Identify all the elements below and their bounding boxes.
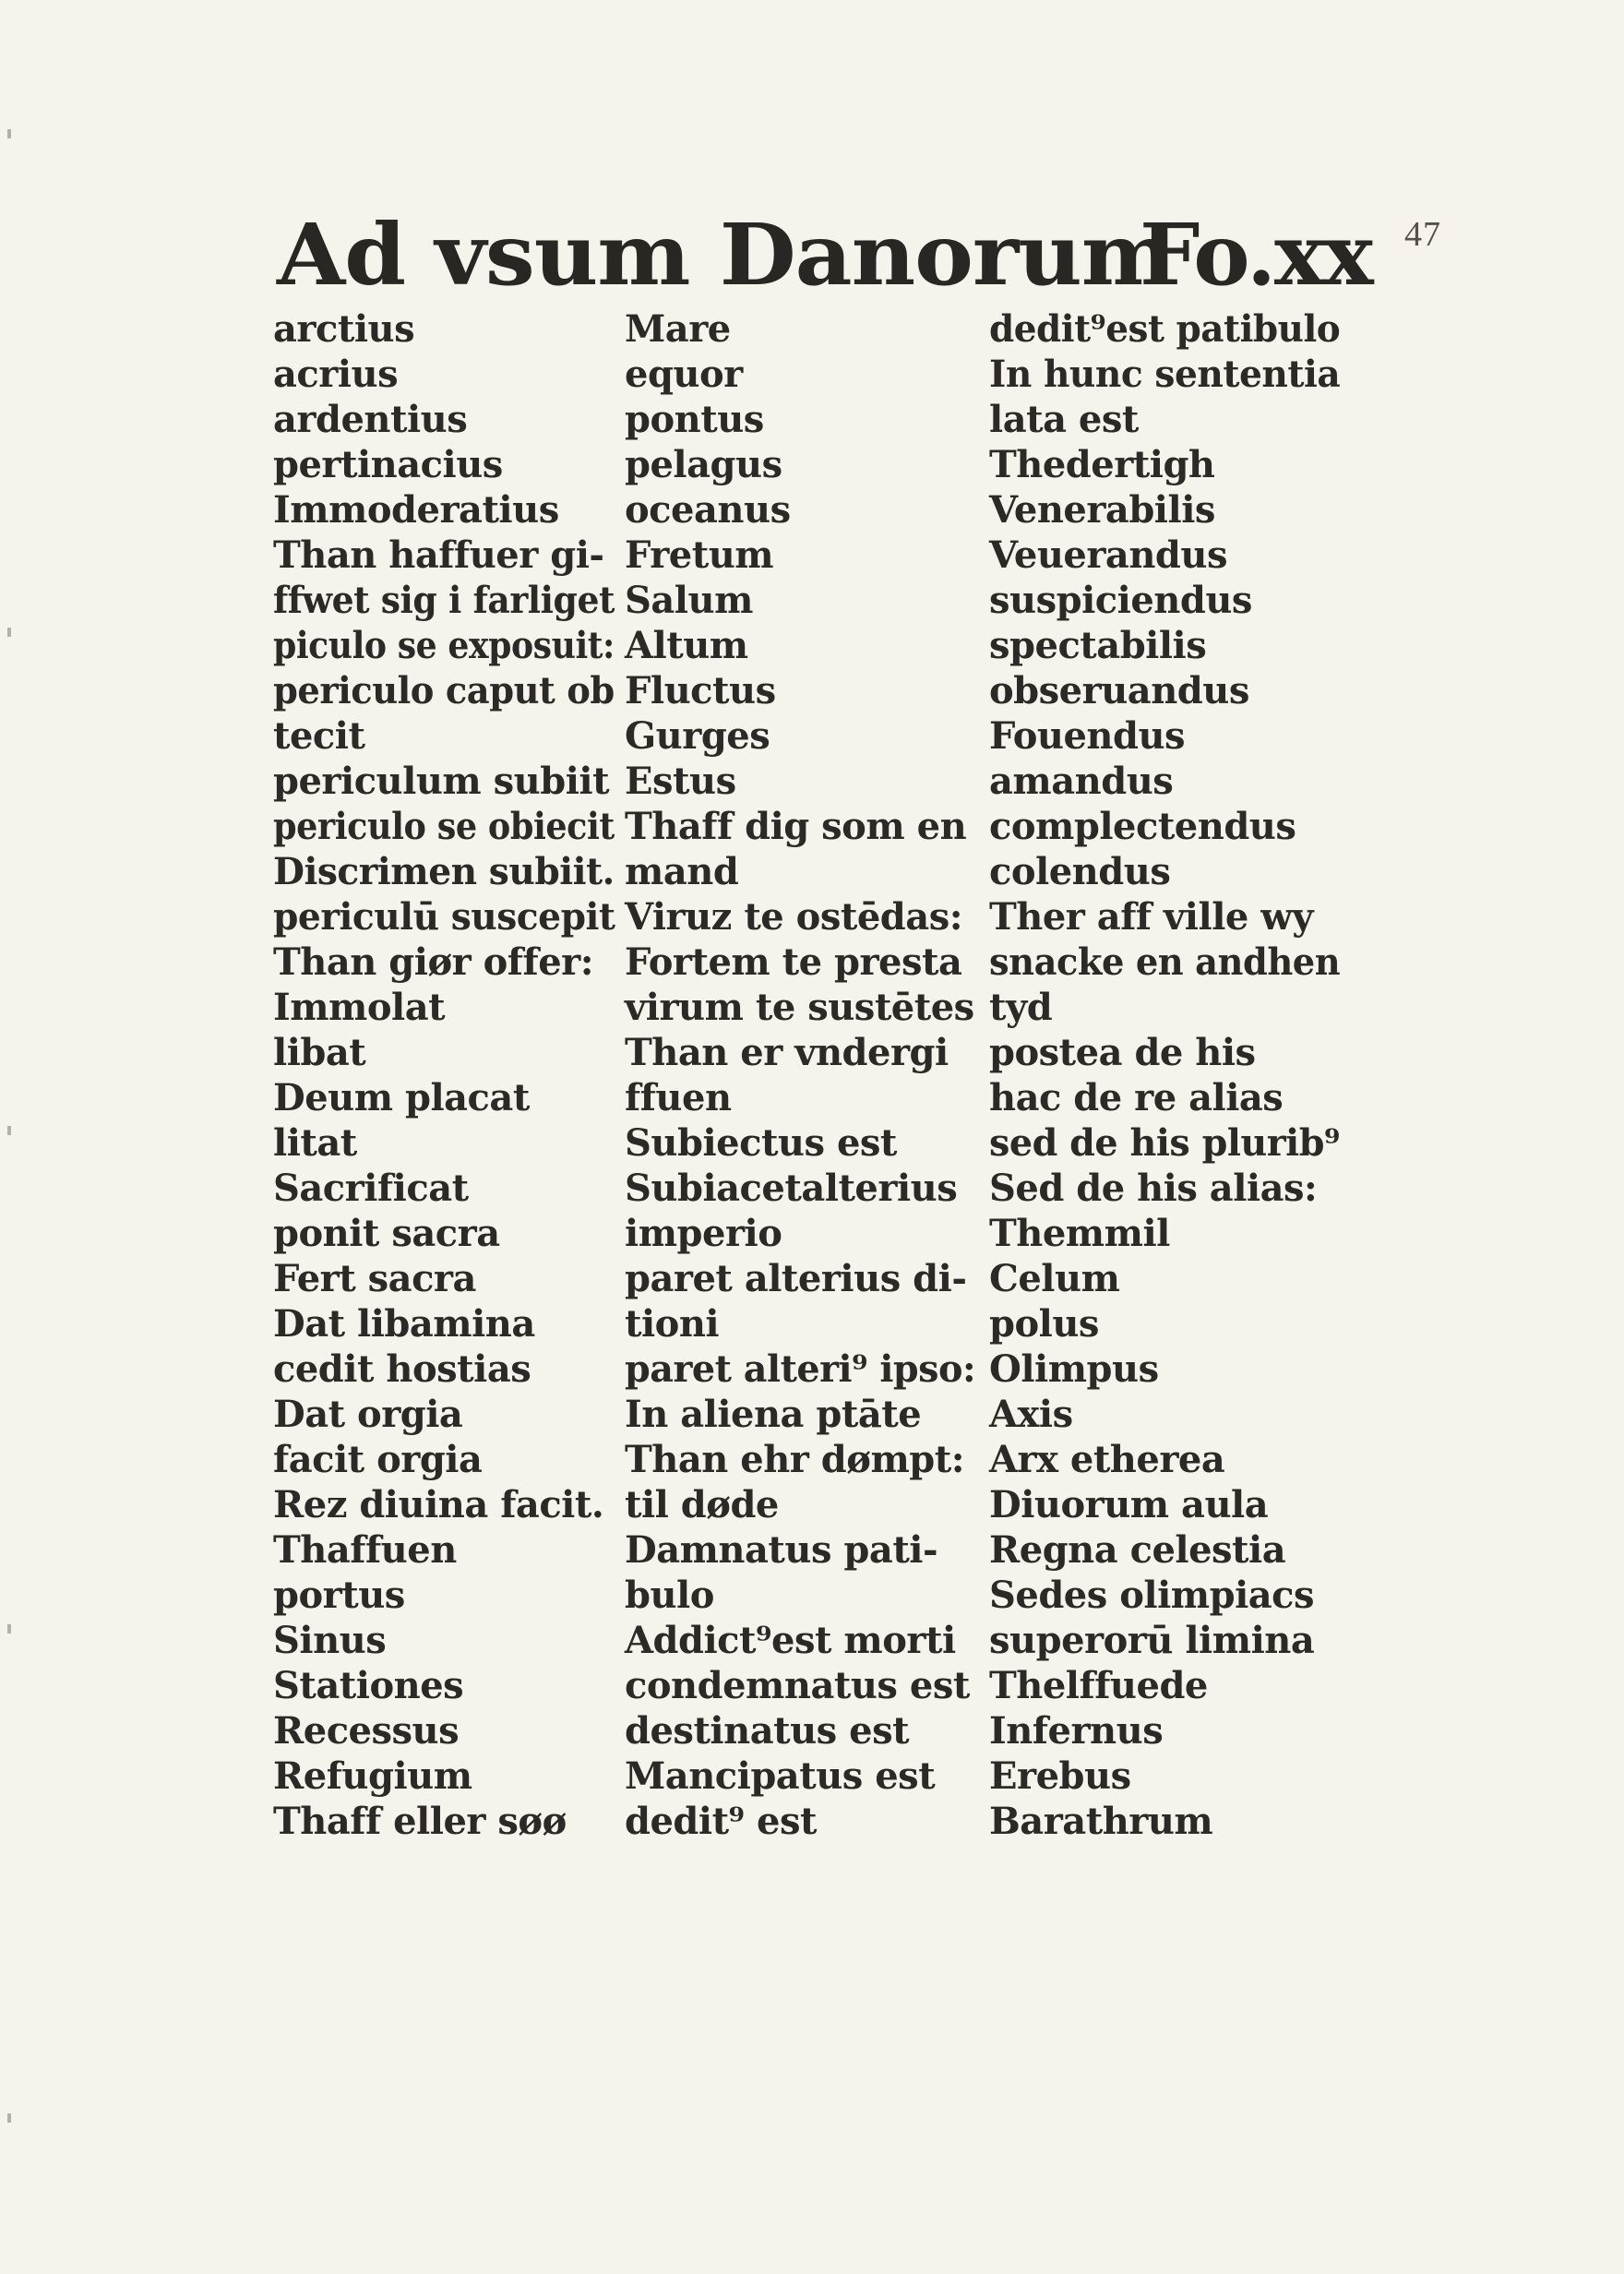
text-line: acrius bbox=[273, 353, 399, 396]
text-line: Than giør offer: bbox=[273, 940, 593, 984]
text-line: Gurges bbox=[625, 714, 770, 758]
text-line: In aliena ptāte bbox=[625, 1393, 922, 1436]
text-line: Damnatus pati- bbox=[625, 1528, 938, 1572]
text-line: Salum bbox=[625, 579, 753, 622]
text-line: Viruz te ostēdas: bbox=[625, 895, 962, 939]
text-line: In hunc sententia bbox=[989, 353, 1341, 396]
text-line: tyd bbox=[989, 986, 1053, 1029]
text-line: snacke en andhen bbox=[989, 940, 1341, 984]
text-line: Veuerandus bbox=[989, 533, 1227, 577]
text-line: Stationes bbox=[273, 1664, 464, 1707]
text-line: tecit bbox=[273, 714, 365, 758]
header-title: Ad vsum Danorum bbox=[277, 205, 1174, 305]
text-line: Sinus bbox=[273, 1619, 387, 1662]
margin-stitch-mark bbox=[7, 628, 11, 637]
text-column-3 bbox=[989, 306, 1355, 1844]
text-column-1 bbox=[273, 306, 651, 1844]
text-line: libat bbox=[273, 1031, 366, 1074]
text-line: Themmil bbox=[989, 1212, 1170, 1255]
text-line: superorū limina bbox=[989, 1619, 1315, 1662]
text-line: Refugium bbox=[273, 1754, 472, 1798]
text-line: Deum placat bbox=[273, 1076, 530, 1119]
text-line: Celum bbox=[989, 1257, 1120, 1300]
text-line: Mare bbox=[625, 307, 731, 351]
text-line: complectendus bbox=[989, 805, 1296, 848]
text-line: Immolat bbox=[273, 986, 446, 1029]
text-line: obseruandus bbox=[989, 669, 1249, 712]
text-line: ffwet sig i farliget bbox=[273, 579, 615, 622]
page-number: 47 bbox=[1404, 215, 1441, 254]
running-header bbox=[277, 205, 1372, 310]
text-line: Dat libamina bbox=[273, 1302, 535, 1346]
text-line: suspiciendus bbox=[989, 579, 1252, 622]
text-line: Venerabilis bbox=[989, 488, 1215, 532]
text-line: equor bbox=[625, 353, 743, 396]
text-line: Than er vndergi bbox=[625, 1031, 949, 1074]
text-line: pelagus bbox=[625, 443, 782, 486]
text-line: dedit⁹est patibulo bbox=[989, 307, 1341, 351]
text-line: paret alteri⁹ ipso: bbox=[625, 1347, 976, 1391]
text-line: ponit sacra bbox=[273, 1212, 500, 1255]
text-line: piculo se exposuit: bbox=[273, 624, 615, 667]
text-line: periculo se obiecit bbox=[273, 805, 615, 848]
text-line: Discrimen subiit. bbox=[273, 850, 615, 893]
text-line: Erebus bbox=[989, 1754, 1131, 1798]
text-line: postea de his bbox=[989, 1031, 1256, 1074]
text-line: Subiectus est bbox=[625, 1121, 897, 1165]
text-line: mand bbox=[625, 850, 739, 893]
text-line: tioni bbox=[625, 1302, 720, 1346]
text-line: Fluctus bbox=[625, 669, 776, 712]
text-line: paret alterius di- bbox=[625, 1257, 967, 1300]
margin-stitch-mark bbox=[7, 1126, 11, 1135]
text-line: dedit⁹ est bbox=[625, 1800, 817, 1843]
text-line: destinatus est bbox=[625, 1709, 910, 1753]
text-line: Fert sacra bbox=[273, 1257, 476, 1300]
text-line: condemnatus est bbox=[625, 1664, 970, 1707]
text-line: Thaff dig som en bbox=[625, 805, 967, 848]
text-line: bulo bbox=[625, 1574, 714, 1617]
text-line: ardentius bbox=[273, 398, 468, 441]
text-line: Thedertigh bbox=[989, 443, 1215, 486]
text-line: virum te sustētes bbox=[625, 986, 974, 1029]
text-line: Subiacetalterius bbox=[625, 1167, 958, 1210]
text-line: Than ehr dømpt: bbox=[625, 1438, 964, 1481]
text-line: oceanus bbox=[625, 488, 791, 532]
text-line: amandus bbox=[989, 760, 1174, 803]
text-line: periculū suscepit bbox=[273, 895, 615, 939]
text-line: lata est bbox=[989, 398, 1139, 441]
text-line: Estus bbox=[625, 760, 736, 803]
text-line: Fretum bbox=[625, 533, 774, 577]
text-line: Arx etherea bbox=[989, 1438, 1225, 1481]
text-line: til døde bbox=[625, 1483, 779, 1526]
text-line: Sed de his alias: bbox=[989, 1167, 1318, 1210]
text-line: spectabilis bbox=[989, 624, 1207, 667]
text-line: colendus bbox=[989, 850, 1171, 893]
text-line: Fouendus bbox=[989, 714, 1186, 758]
text-line: litat bbox=[273, 1121, 357, 1165]
text-line: sed de his plurib⁹ bbox=[989, 1121, 1340, 1165]
text-line: Barathrum bbox=[989, 1800, 1213, 1843]
text-line: Infernus bbox=[989, 1709, 1164, 1753]
text-line: Immoderatius bbox=[273, 488, 559, 532]
text-line: imperio bbox=[625, 1212, 782, 1255]
text-line: ffuen bbox=[625, 1076, 732, 1119]
text-line: Ther aff ville wy bbox=[989, 895, 1313, 939]
text-line: portus bbox=[273, 1574, 405, 1617]
text-line: Than haffuer gi- bbox=[273, 533, 604, 577]
text-line: polus bbox=[989, 1302, 1099, 1346]
text-line: Axis bbox=[989, 1393, 1073, 1436]
text-line: Altum bbox=[625, 624, 748, 667]
text-line: Recessus bbox=[273, 1709, 460, 1753]
text-line: Dat orgia bbox=[273, 1393, 463, 1436]
text-line: hac de re alias bbox=[989, 1076, 1284, 1119]
text-line: Diuorum aula bbox=[989, 1483, 1269, 1526]
text-line: pertinacius bbox=[273, 443, 503, 486]
text-line: facit orgia bbox=[273, 1438, 483, 1481]
text-line: Mancipatus est bbox=[625, 1754, 936, 1798]
text-line: Regna celestia bbox=[989, 1528, 1286, 1572]
text-line: Olimpus bbox=[989, 1347, 1159, 1391]
margin-stitch-mark bbox=[7, 2113, 11, 2123]
text-column-2 bbox=[625, 306, 978, 1844]
text-line: cedit hostias bbox=[273, 1347, 531, 1391]
text-line: pontus bbox=[625, 398, 764, 441]
text-line: arctius bbox=[273, 307, 415, 351]
text-line: Thelffuede bbox=[989, 1664, 1208, 1707]
text-line: Sedes olimpiacs bbox=[989, 1574, 1315, 1617]
text-line: Addict⁹est morti bbox=[625, 1619, 956, 1662]
text-line: Thaffuen bbox=[273, 1528, 457, 1572]
text-line: Rez diuina facit. bbox=[273, 1483, 604, 1526]
text-line: Sacrificat bbox=[273, 1167, 469, 1210]
text-line: Thaff eller søø bbox=[273, 1800, 567, 1843]
text-line: Fortem te presta bbox=[625, 940, 962, 984]
margin-stitch-mark bbox=[7, 1624, 11, 1634]
header-folio: Fo.xx bbox=[1140, 205, 1372, 305]
text-line: periculo caput ob bbox=[273, 669, 615, 712]
text-line: periculum subiit bbox=[273, 760, 610, 803]
margin-stitch-mark bbox=[7, 129, 11, 138]
